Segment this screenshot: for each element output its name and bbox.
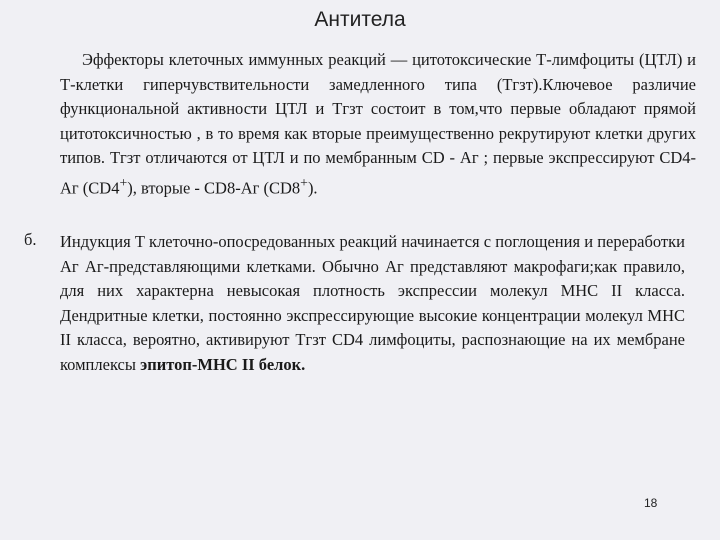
- page-number: 18: [644, 496, 658, 510]
- slide-title: Антитела: [314, 8, 406, 31]
- paragraph-effectors: [60, 48, 696, 201]
- paragraph-effectors-text: Эффекторы клеточных иммунных реакций — цитотоксические Т-лимфоциты (ЦТЛ) и Т-клетки гиперчувствительности замедленного типа (Тгзт).Ключевое различие функциональной активности ЦТЛ и Тгзт состоит в том,что первые обладают прямой цитотоксичностью , в то время как вторые преимущественно рекрутируют клетки других типов. Тгзт отличаются от ЦТЛ и по мембранным CD - Аг ; первые экспрессируют CD4-Аг (CD4: [60, 50, 696, 197]
- paragraph-induction: [60, 230, 685, 377]
- superscript-plus: +: [300, 174, 308, 190]
- paragraph-effectors-text-middle: ), вторые - CD8-Аг (CD8: [127, 178, 301, 197]
- superscript-plus: +: [119, 174, 128, 190]
- list-marker: б.: [24, 230, 37, 249]
- paragraph-effectors-text-end: ).: [307, 178, 318, 197]
- paragraph-induction-bold: эпитоп-МНС II белок.: [140, 354, 306, 374]
- paragraph-induction-text: Индукция Т клеточно-опосредованных реакций начинается с поглощения и переработки Аг Аг-представляющими клетками. Обычно Аг представляют макрофаги;как правило, для них характерна невысокая плотность экспрессии молекул МНС II класса. Дендритные клетки, постоянно экспрессирующие высокие концентрации молекул МНС II класса, вероятно, активируют Тгзт CD4 лимфоциты, распознающие на их мембране комплексы: [60, 232, 685, 374]
